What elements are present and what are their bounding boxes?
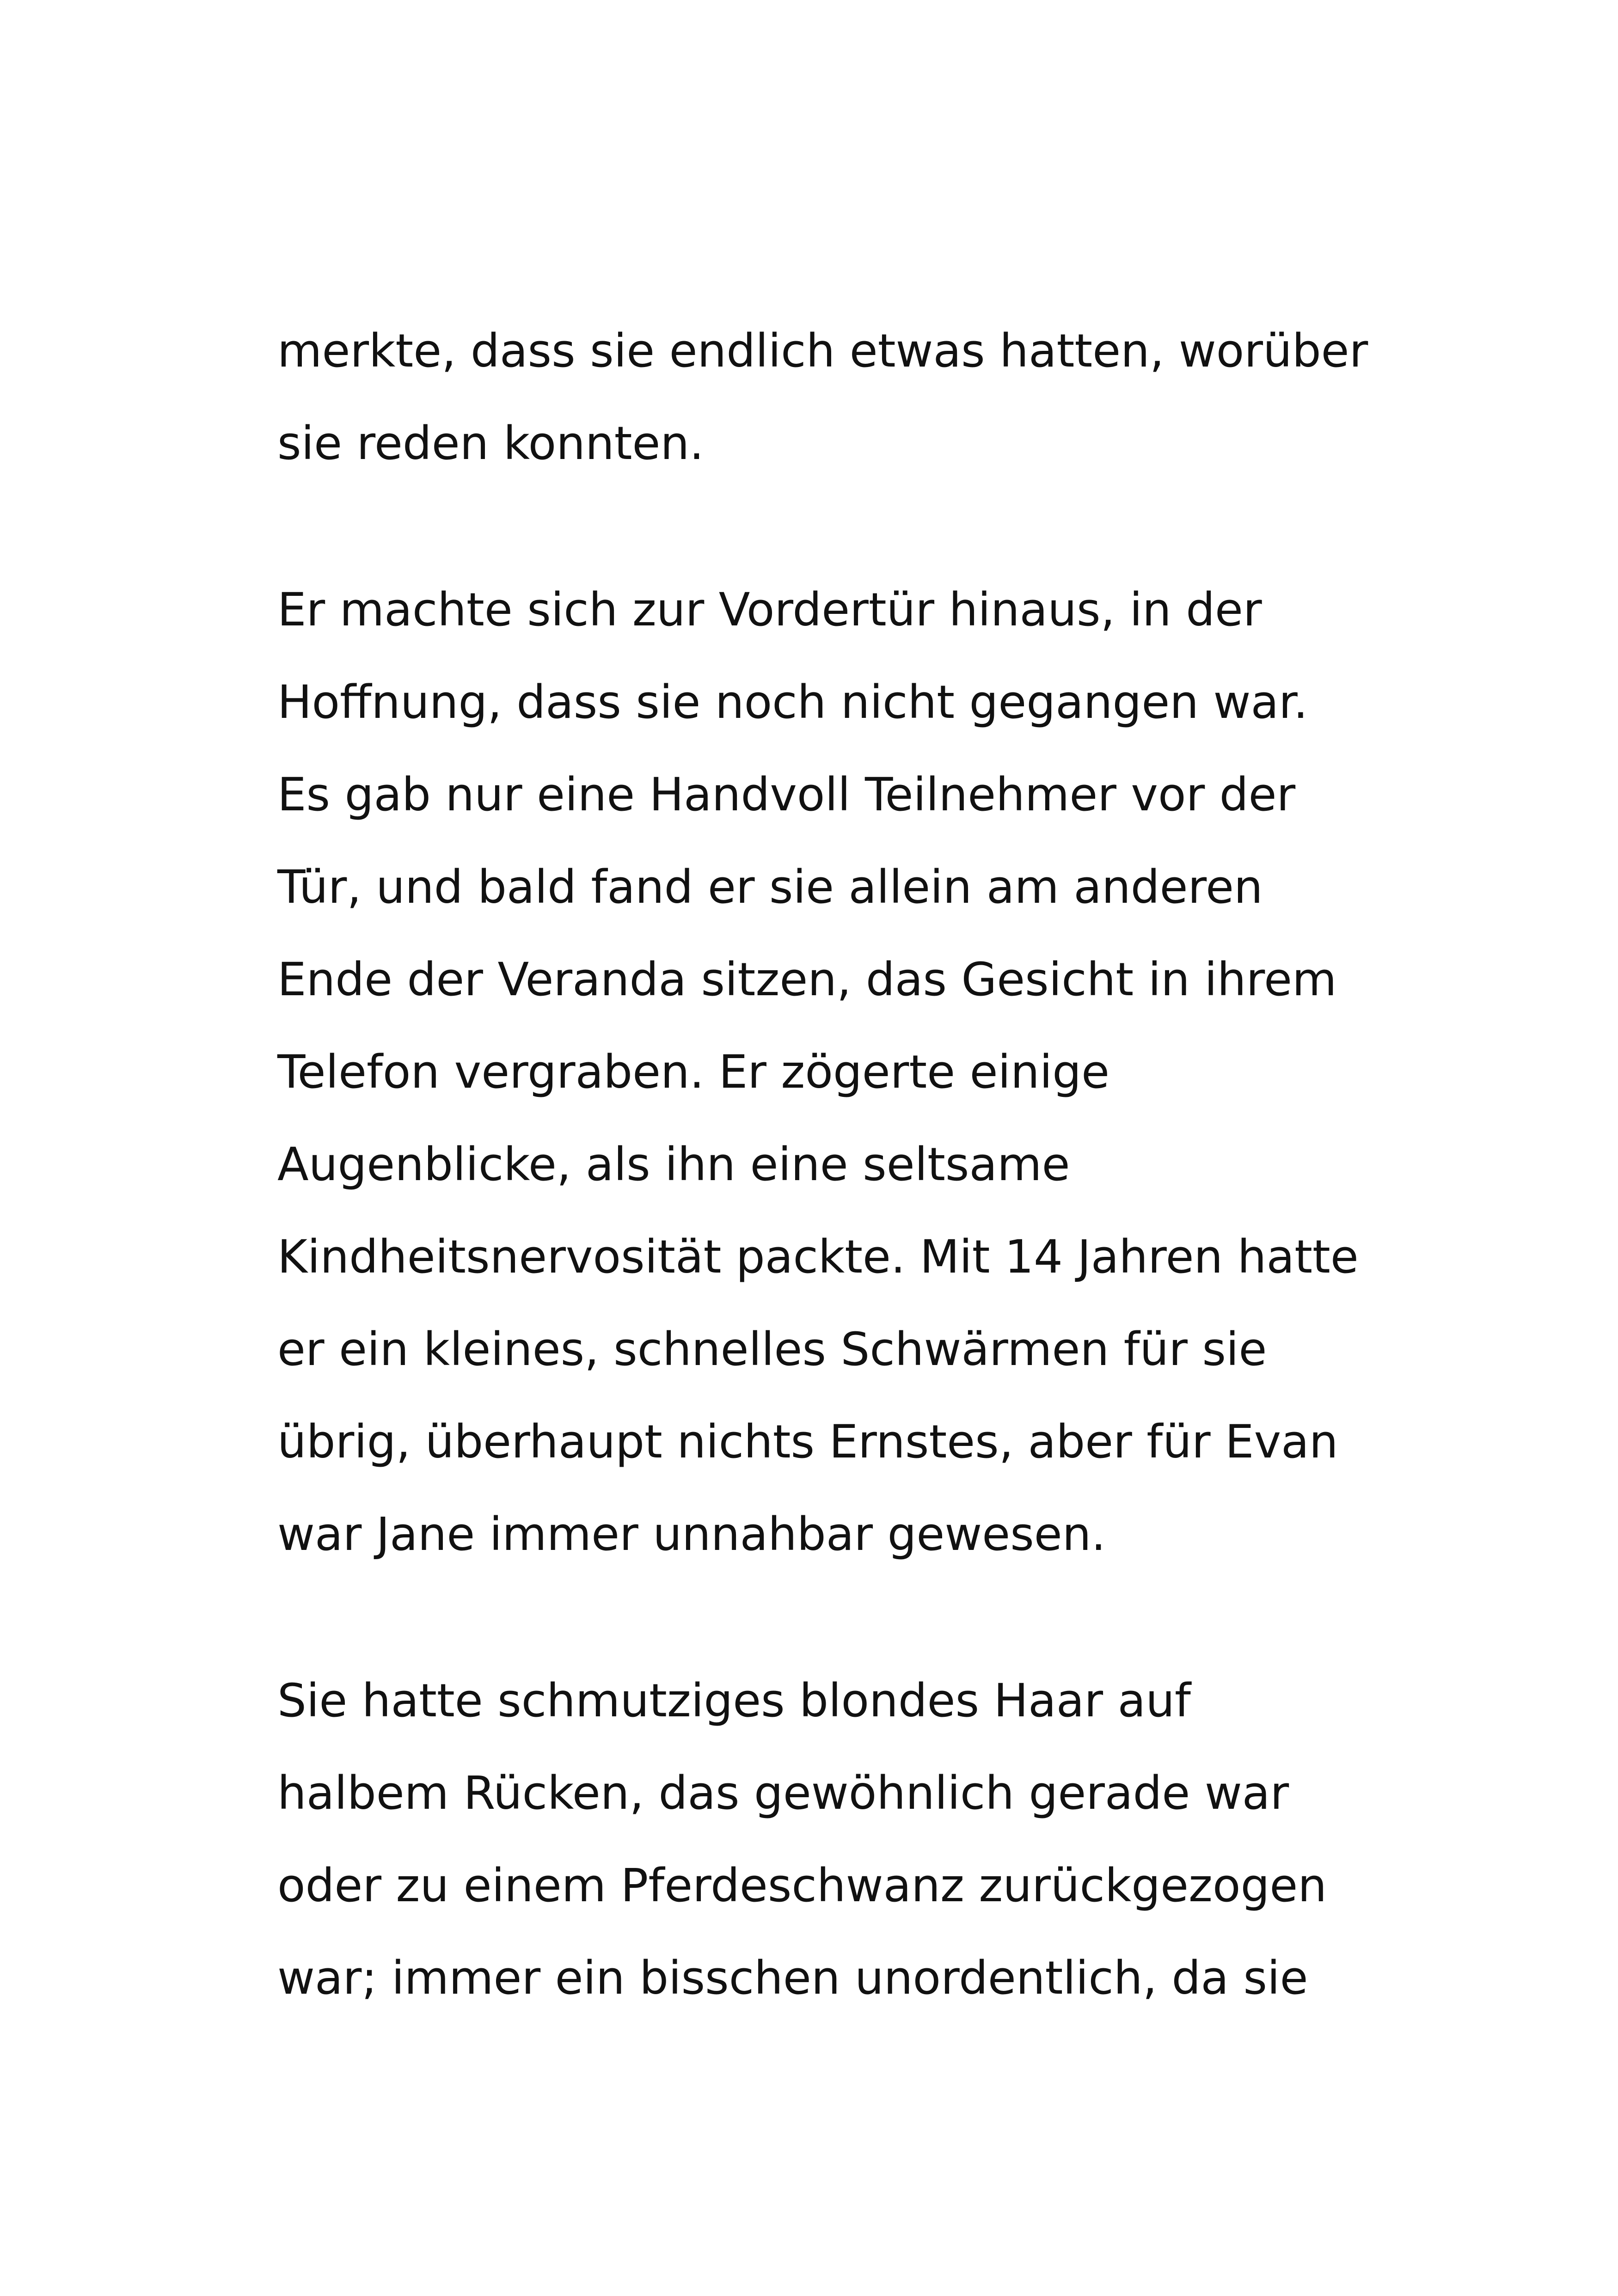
- text-line: Ende der Veranda sitzen, das Gesicht in ihrem: [277, 953, 1337, 1006]
- text-line: er ein kleines, schnelles Schwärmen für sie: [277, 1323, 1267, 1376]
- text-line: Er machte sich zur Vordertür hinaus, in der: [277, 583, 1262, 637]
- text-line: Sie hatte schmutziges blondes Haar auf: [277, 1674, 1191, 1727]
- text-line: oder zu einem Pferdeschwanz zurückgezogen: [277, 1859, 1327, 1912]
- text-line: halbem Rücken, das gewöhnlich gerade war: [277, 1767, 1289, 1820]
- paragraph-1: [277, 305, 1387, 490]
- text-line: sie reden konnten.: [277, 417, 704, 470]
- text-line: Tür, und bald fand er sie allein am anderen: [277, 861, 1263, 914]
- text-line: Hoffnung, dass sie noch nicht gegangen war.: [277, 676, 1308, 729]
- text-line: Kindheitsnervosität packte. Mit 14 Jahren hatte: [277, 1231, 1359, 1284]
- paragraph-3: [277, 1655, 1387, 2025]
- text-line: war Jane immer unnahbar gewesen.: [277, 1508, 1106, 1561]
- body-text: [277, 305, 1387, 2025]
- paragraph-2: [277, 564, 1387, 1581]
- text-line: Augenblicke, als ihn eine seltsame: [277, 1138, 1070, 1191]
- text-line: Telefon vergraben. Er zögerte einige: [277, 1046, 1110, 1099]
- text-line: merkte, dass sie endlich etwas hatten, worüber: [277, 325, 1368, 378]
- text-line: übrig, überhaupt nichts Ernstes, aber für Evan: [277, 1415, 1338, 1469]
- text-line: Es gab nur eine Handvoll Teilnehmer vor der: [277, 768, 1296, 821]
- text-line: war; immer ein bisschen unordentlich, da sie: [277, 1952, 1308, 2005]
